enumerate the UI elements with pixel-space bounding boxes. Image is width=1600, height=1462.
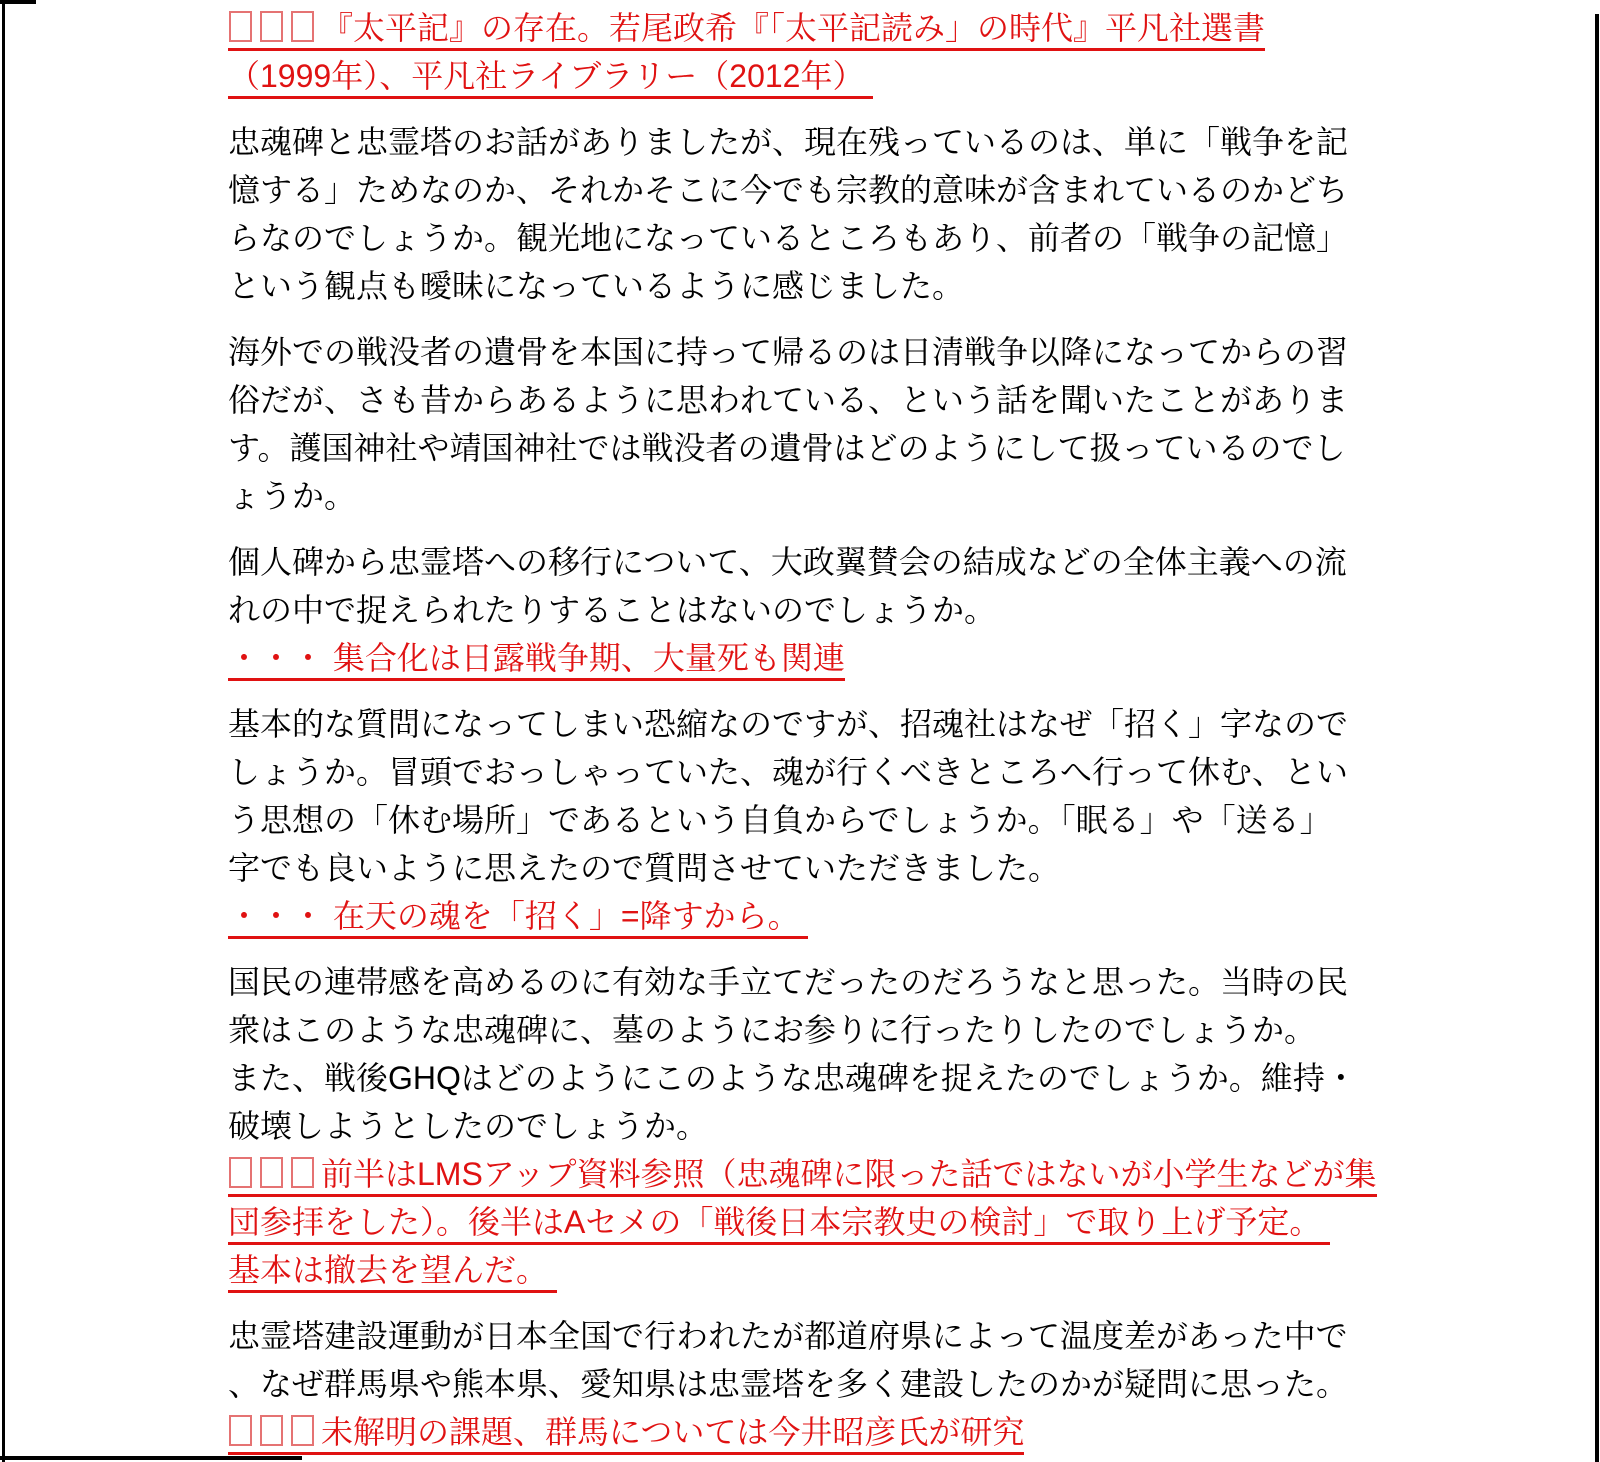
paragraph-text: 憶する」ためなのか、それかそこに今でも宗教的意味が含まれているのかどち xyxy=(228,172,1349,208)
annotation-line xyxy=(228,52,1408,100)
paragraph-text: 字でも良いように思えたので質問させていただきました。 xyxy=(228,850,1061,886)
paragraph-text: 基本的な質問になってしまい恐縮なのですが、招魂社はなぜ「招く」字なので xyxy=(228,706,1349,742)
paragraph-text: 個人碑から忠霊塔への移行について、大政翼賛会の結成などの全体主義への流 xyxy=(228,544,1347,580)
missing-glyph-box-icon xyxy=(260,1157,283,1188)
document-body xyxy=(228,4,1408,1462)
annotation-line xyxy=(228,1246,1408,1294)
annotation-text: ・・・ 集合化は日露戦争期、大量死も関連 xyxy=(228,640,845,681)
missing-glyph-box-icon xyxy=(291,1415,314,1446)
paragraph-text: 海外での戦没者の遺骨を本国に持って帰るのは日清戦争以降になってからの習 xyxy=(228,334,1349,370)
paragraph-text: 衆はこのような忠魂碑に、墓のようにお参りに行ったりしたのでしょうか。 xyxy=(228,1012,1317,1048)
text-line xyxy=(228,262,1408,310)
text-line xyxy=(228,844,1408,892)
annotation-line xyxy=(228,892,1408,940)
reference-annotation xyxy=(228,4,1408,100)
question-paragraph-ghq xyxy=(228,958,1408,1294)
paragraph-text: 忠霊塔建設運動が日本全国で行われたが都道府県によって温度差があった中で xyxy=(228,1318,1348,1354)
paragraph-text: 俗だが、さも昔からあるように思われている、という話を聞いたことがありま xyxy=(228,382,1349,418)
annotation-line xyxy=(228,634,1408,682)
paragraph-text: 国民の連帯感を高めるのに有効な手立てだったのだろうなと思った。当時の民 xyxy=(228,964,1349,1000)
paragraph-text: らなのでしょうか。観光地になっているところもあり、前者の「戦争の記憶」 xyxy=(228,220,1349,256)
annotation-text: 基本は撤去を望んだ。 xyxy=(228,1252,557,1293)
paragraph-text: れの中で捉えられたりすることはないのでしょうか。 xyxy=(228,592,997,628)
missing-glyph-box-icon xyxy=(260,11,283,42)
annotation-line xyxy=(228,4,1408,52)
missing-glyph-box-icon xyxy=(291,1157,314,1188)
annotation-text: 団参拝をした）。後半はAセメの「戦後日本宗教史の検討」で取り上げ予定。 xyxy=(228,1204,1330,1245)
paragraph-text: しょうか。冒頭でおっしゃっていた、魂が行くべきところへ行って休む、とい xyxy=(228,754,1349,790)
text-line xyxy=(228,166,1408,214)
text-line xyxy=(228,424,1408,472)
annotation-line xyxy=(228,1198,1408,1246)
annotation-text: 前半はLMSアップ資料参照（忠魂碑に限った話ではないが小学生などが集 xyxy=(228,1156,1377,1197)
text-line xyxy=(228,328,1408,376)
paragraph-text: ょうか。 xyxy=(228,478,357,514)
missing-glyph-box-icon xyxy=(229,1415,252,1446)
page-border-top-left-segment xyxy=(0,0,36,4)
text-line xyxy=(228,472,1408,520)
text-line xyxy=(228,538,1408,586)
text-line xyxy=(228,748,1408,796)
paragraph-text: また、戦後GHQはどのようにこのような忠魂碑を捉えたのでしょうか。維持・ xyxy=(228,1060,1357,1096)
text-line xyxy=(228,796,1408,844)
text-line xyxy=(228,1360,1408,1408)
page-border-left xyxy=(2,0,5,1462)
annotation-line xyxy=(228,1150,1408,1198)
annotation-text: 『太平記』の存在。若尾政希『「太平記読み」の時代』平凡社選書 xyxy=(228,10,1265,51)
question-paragraph-shokonsha xyxy=(228,700,1408,940)
text-line xyxy=(228,118,1408,166)
question-paragraph-prefectures xyxy=(228,1312,1408,1456)
annotation-text: 未解明の課題、群馬については今井昭彦氏が研究 xyxy=(228,1414,1024,1455)
text-line xyxy=(228,1006,1408,1054)
text-line xyxy=(228,376,1408,424)
paragraph-text: 破壊しようとしたのでしょうか。 xyxy=(228,1108,709,1144)
question-paragraph-remains xyxy=(228,328,1408,520)
question-paragraph-memory xyxy=(228,118,1408,310)
text-line xyxy=(228,1054,1408,1102)
paragraph-text: 、なぜ群馬県や熊本県、愛知県は忠霊塔を多く建設したのかが疑問に思った。 xyxy=(228,1366,1349,1402)
paragraph-text: 忠魂碑と忠霊塔のお話がありましたが、現在残っているのは、単に「戦争を記 xyxy=(228,124,1349,160)
page-border-right xyxy=(1595,14,1599,1462)
missing-glyph-box-icon xyxy=(229,1157,252,1188)
annotation-text: ・・・ 在天の魂を「招く」=降すから。 xyxy=(228,898,808,939)
paragraph-text: す。護国神社や靖国神社では戦没者の遺骨はどのようにして扱っているのでし xyxy=(228,430,1346,466)
paragraph-text: う思想の「休む場所」であるという自負からでしょうか。「眠る」や「送る」 xyxy=(228,802,1332,838)
missing-glyph-box-icon xyxy=(260,1415,283,1446)
text-line xyxy=(228,700,1408,748)
paragraph-text: という観点も曖昧になっているように感じました。 xyxy=(228,268,965,304)
missing-glyph-box-icon xyxy=(291,11,314,42)
text-line xyxy=(228,1102,1408,1150)
missing-glyph-box-icon xyxy=(229,11,252,42)
annotation-line xyxy=(228,1408,1408,1456)
text-line xyxy=(228,214,1408,262)
question-paragraph-totalitarianism xyxy=(228,538,1408,682)
text-line xyxy=(228,958,1408,1006)
text-line xyxy=(228,586,1408,634)
annotation-text: （1999年）、平凡社ライブラリー（2012年） xyxy=(228,58,873,99)
text-line xyxy=(228,1312,1408,1360)
